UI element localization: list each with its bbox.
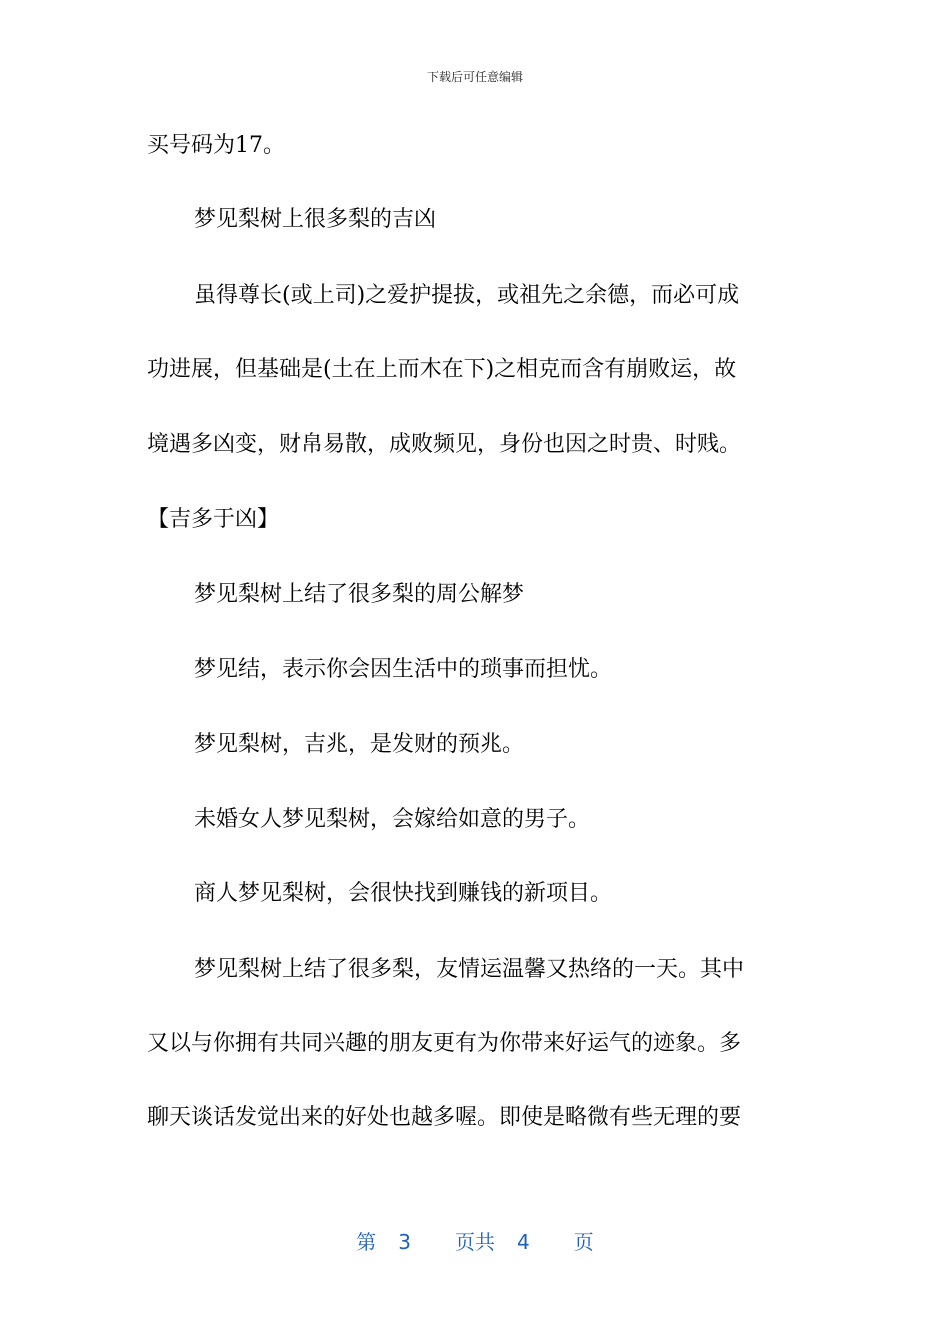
text-line: 又以与你拥有共同兴趣的朋友更有为你带来好运气的迹象。多 (147, 1031, 742, 1056)
verdict-label: 【吉多于凶】 (147, 507, 280, 532)
header-note: 下载后可任意编辑 (426, 70, 523, 84)
page-footer (0, 1226, 950, 1255)
footer-label-ye-gong: 页共 (455, 1230, 495, 1254)
text-line: 境遇多凶变，财帛易散，成败频见，身份也因之时贵、时贱。 (147, 432, 742, 457)
text-line: 未婚女人梦见梨树，会嫁给如意的男子。 (194, 807, 591, 832)
section-heading: 梦见梨树上结了很多梨的周公解梦 (194, 582, 525, 607)
section-heading: 梦见梨树上很多梨的吉凶 (194, 207, 437, 232)
footer-current-page: 3 (398, 1230, 411, 1254)
text-line: 虽得尊长(或上司)之爱护提拔，或祖先之余德，而必可成 (194, 283, 740, 308)
text-line: 商人梦见梨树，会很快找到赚钱的新项目。 (194, 881, 613, 906)
text-line: 梦见梨树，吉兆，是发财的预兆。 (194, 732, 525, 757)
text-line: 梦见梨树上结了很多梨，友情运温馨又热络的一天。其中 (194, 957, 745, 982)
text-line: 梦见结，表示你会因生活中的琐事而担忧。 (194, 657, 613, 682)
footer-total-pages: 4 (517, 1230, 530, 1254)
footer-label-ye: 页 (573, 1230, 594, 1254)
text-line: 买号码为17。 (147, 133, 285, 158)
text-line: 功进展，但基础是(土在上而木在下)之相克而含有崩败运，故 (147, 357, 737, 382)
text-line: 聊天谈话发觉出来的好处也越多喔。即使是略微有些无理的要 (147, 1105, 742, 1130)
footer-label-di: 第 (356, 1230, 377, 1254)
